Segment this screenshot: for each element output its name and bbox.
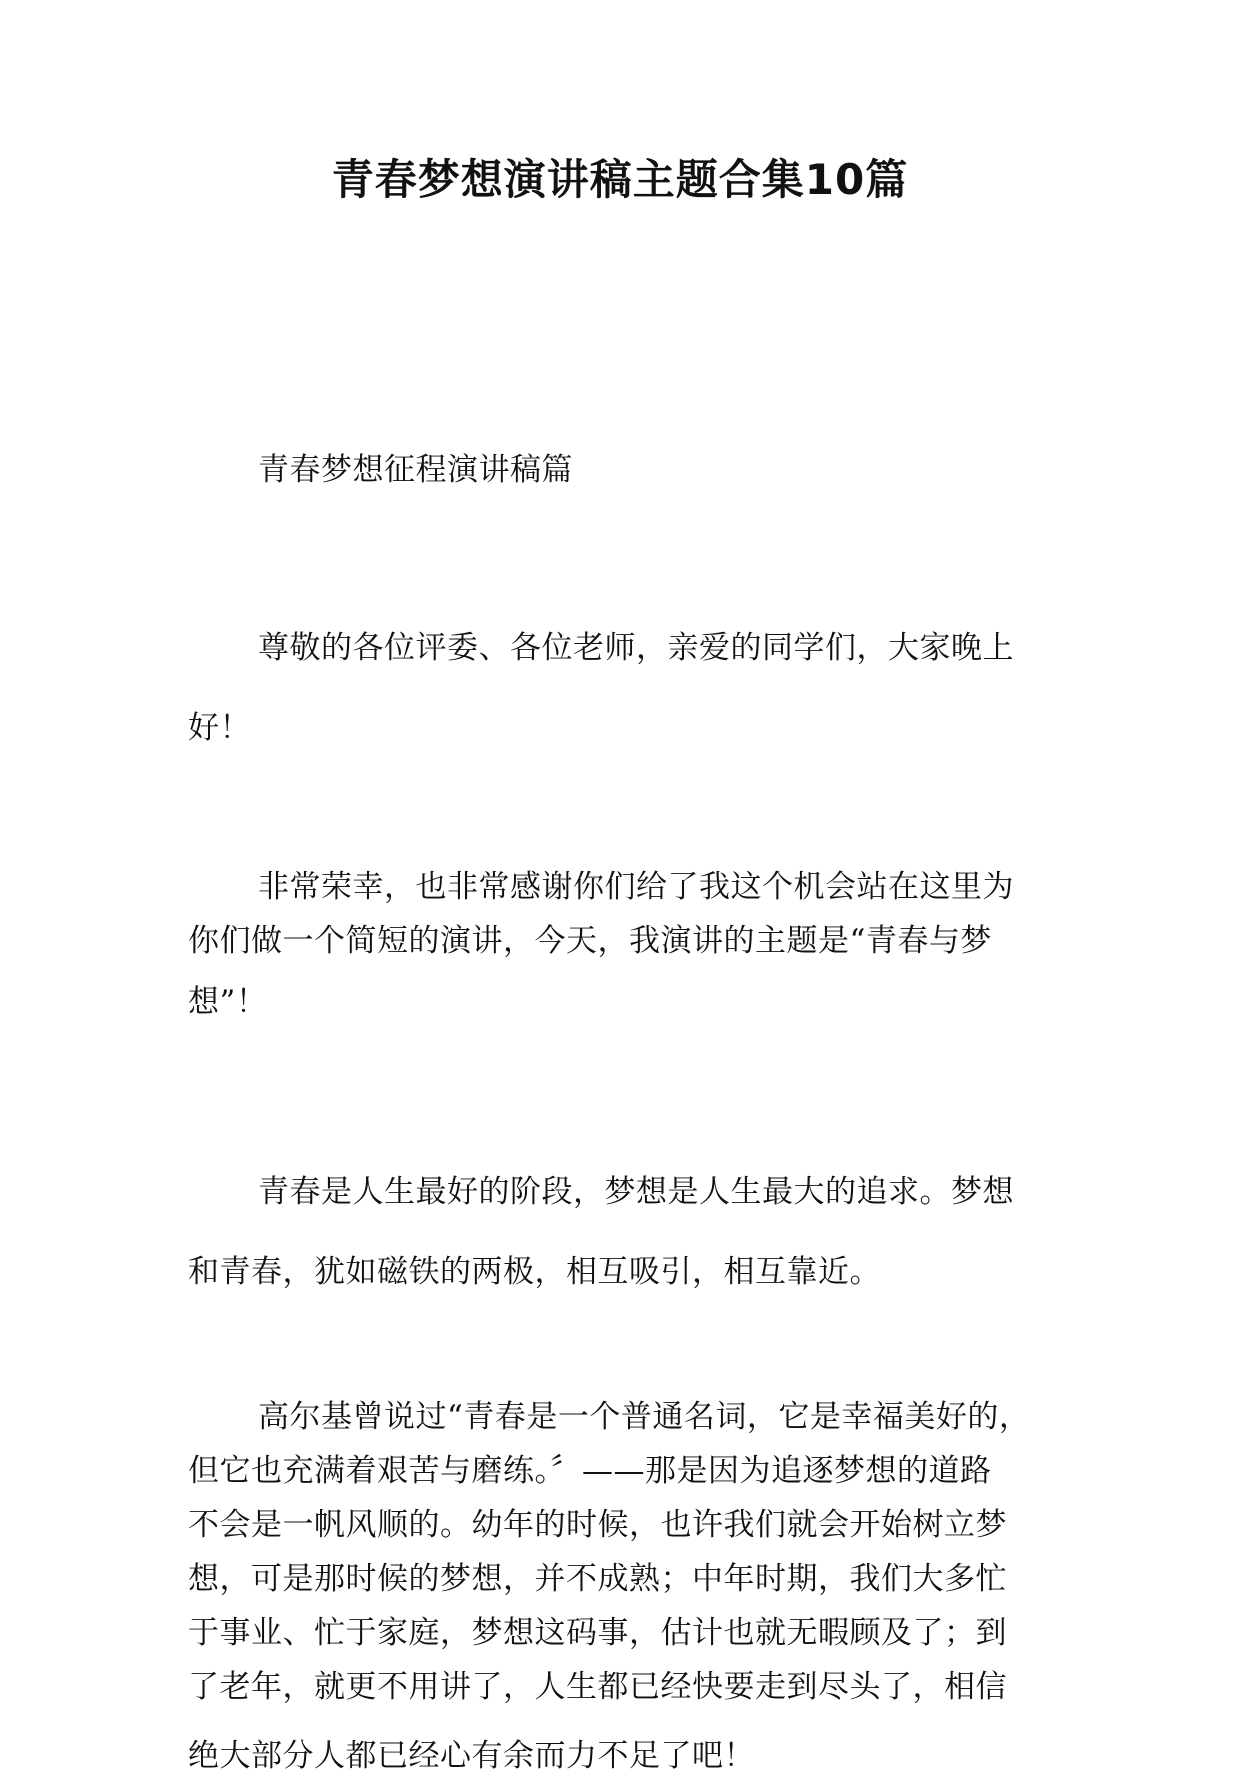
paragraph-line: 想”！ xyxy=(188,984,268,1020)
paragraph-line: 你们做一个简短的演讲，今天，我演讲的主题是“青春与梦 xyxy=(188,923,992,959)
paragraph-greeting xyxy=(188,608,1058,768)
document-title: 青春梦想演讲稿主题合集10篇 xyxy=(331,155,909,204)
section-title: 青春梦想征程演讲稿篇 xyxy=(258,452,573,488)
paragraph-line: 不会是一帆风顺的。幼年的时候，也许我们就会开始树立梦 xyxy=(188,1507,1007,1543)
paragraph-gorky-quote xyxy=(188,1390,1058,1792)
paragraph-line: 非常荣幸，也非常感谢你们给了我这个机会站在这里为 xyxy=(258,869,1014,905)
paragraph-line: 高尔基曾说过“青春是一个普通名词，它是幸福美好的， xyxy=(258,1399,1031,1435)
paragraph-line: 好！ xyxy=(188,710,251,746)
paragraph-line: 和青春，犹如磁铁的两极，相互吸引，相互靠近。 xyxy=(188,1254,881,1290)
paragraph-youth-dream xyxy=(188,1152,1058,1312)
paragraph-line: 想，可是那时候的梦想，并不成熟；中年时期，我们大多忙 xyxy=(188,1561,1007,1597)
paragraph-line: 了老年，就更不用讲了，人生都已经快要走到尽头了，相信 xyxy=(188,1669,1007,1705)
paragraph-line: 尊敬的各位评委、各位老师，亲爱的同学们，大家晚上 xyxy=(258,630,1014,666)
paragraph-line: 于事业、忙于家庭，梦想这码事，估计也就无暇顾及了；到 xyxy=(188,1615,1007,1651)
paragraph-intro xyxy=(188,860,1058,1042)
paragraph-line: 但它也充满着艰苦与磨练。〞——那是因为追逐梦想的道路 xyxy=(188,1453,992,1489)
paragraph-line: 绝大部分人都已经心有余而力不足了吧！ xyxy=(188,1738,755,1774)
paragraph-line: 青春是人生最好的阶段，梦想是人生最大的追求。梦想 xyxy=(258,1174,1014,1210)
